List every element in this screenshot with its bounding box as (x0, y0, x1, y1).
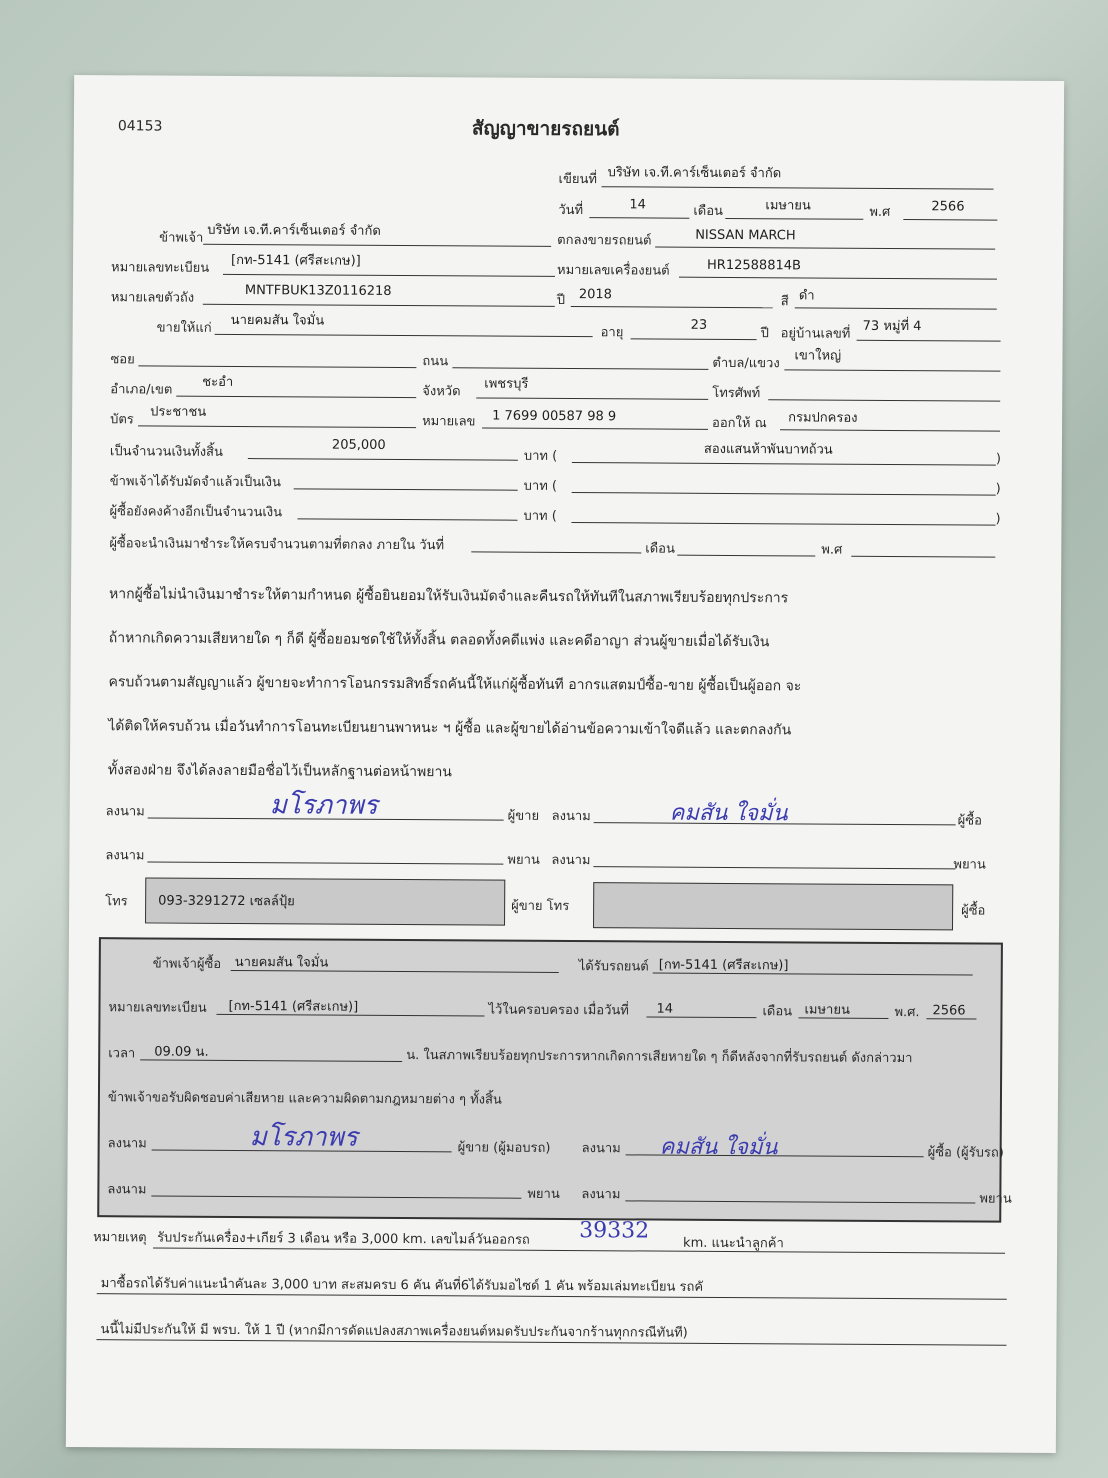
me-label: ข้าพเจ้า (159, 230, 204, 246)
reg-value: [กท-5141 (ศรีสะเกษ)] (231, 252, 361, 269)
receipt-buyer-label: ข้าพเจ้าผู้ซื้อ (152, 956, 222, 972)
buyer-label: ผู้ซื้อ (957, 813, 982, 829)
total-baht: บาท ( (523, 448, 558, 464)
owed-baht: บาท ( (523, 508, 557, 524)
receipt-buyer-sign-label: ลงนาม (581, 1141, 621, 1157)
card-no-line (482, 427, 708, 429)
possess-year-label: พ.ศ. (894, 1005, 920, 1021)
card-no-label: หมายเลข (422, 414, 476, 430)
soi-line (138, 365, 416, 368)
terms-line-2: ถ้าหากเกิดความเสียหายใด ๆ ก็ดี ผู้ซื้อยอมชดใช้ให้ทั้งสิ้น ตลอดทั้งคดีแพ่ง และคดีอาญา ส่วนผู้ขายเมื่อได้รับเงิน (108, 630, 770, 651)
year-value: 2566 (931, 199, 965, 215)
chassis-line (203, 304, 555, 307)
receipt-witness2-label: ลงนาม (581, 1187, 621, 1203)
pay-month-label: เดือน (645, 541, 675, 557)
agree-value: NISSAN MARCH (695, 227, 796, 244)
note-line-3-rule (96, 1339, 1006, 1346)
receipt-reg-label: หมายเลขทะเบียน (108, 1000, 207, 1016)
age-line (631, 338, 757, 340)
possess-month-label: เดือน (762, 1004, 793, 1020)
address-label: อยู่บ้านเลขที่ (780, 326, 851, 342)
time-label: เวลา (108, 1046, 136, 1062)
note-line-2: มาซื้อรถได้รับค่าแนะนำคันละ 3,000 บาท สะสมครบ 6 คัน คันที่6ได้รับมอไซด์ 1 คัน พร้อมเล่มทะเบียน รถคั (100, 1276, 704, 1295)
pay-year-line (851, 556, 995, 558)
possess-day-value: 14 (656, 1001, 674, 1017)
seller-label: ผู้ขาย (507, 808, 540, 824)
buyer-phone-label: ผู้ขาย โทร (511, 898, 570, 915)
issued-line (780, 429, 1000, 431)
written-at-value: บริษัท เจ.ที.คาร์เซ็นเตอร์ จำกัด (607, 165, 782, 182)
address-line (857, 340, 1001, 342)
seller-sign-label: ลงนาม (105, 804, 145, 820)
card-label: บัตร (110, 412, 134, 428)
date-label: วันที่ (558, 202, 584, 219)
province-label: จังหวัด (422, 384, 461, 400)
province-line (476, 397, 708, 399)
terms-line-3: ครบถ้วนตามสัญญาแล้ว ผู้ขายจะทำการโอนกรรมสิทธิ์รถคันนี้ให้แก่ผู้ซื้อทันที อากรแสตมป์ซื้อ-ขาย ผู้ซื้อเป็นผู้ออก จะ (108, 674, 802, 695)
owed-line (297, 518, 517, 520)
sell-to-label: ขายให้แก่ (156, 320, 212, 336)
receipt-witness2-suffix: พยาน (979, 1191, 1012, 1207)
deposit-label: ข้าพเจ้าได้รับมัดจำแล้วเป็นเงิน (109, 474, 281, 491)
time-value: 09.09 น. (154, 1044, 209, 1060)
buyer-phone-box (593, 882, 953, 930)
responsibility-text: ข้าพเจ้าขอรับผิดชอบค่าเสียหาย และความผิดตามกฎหมายต่าง ๆ ทั้งสิ้น (107, 1090, 502, 1108)
sell-to-value: นายคมสัน ใจมั่น (230, 312, 325, 329)
road-line (452, 367, 708, 370)
total-words: สองแสนห้าพันบาทถ้วน (703, 441, 833, 458)
road-label: ถนน (422, 354, 449, 370)
vehicle-receipt-box (97, 937, 1012, 1223)
possess-day-line (646, 1017, 756, 1019)
deposit-words-line (572, 492, 996, 496)
possess-label: ไว้ในครอบครอง เมื่อวันที่ (488, 1002, 629, 1019)
receipt-witness2-line (625, 1200, 975, 1203)
seller-phone-value: 093-3291272 เซลล์ปุ้ย (158, 893, 295, 910)
date-value: 14 (629, 197, 647, 213)
total-words-line (572, 462, 996, 466)
subdistrict-value: เขาใหญ่ (794, 348, 842, 364)
owed-label: ผู้ซื้อยังคงค้างอีกเป็นจำนวนเงิน (109, 504, 283, 521)
mileage-handwritten: 39332 (579, 1218, 650, 1244)
district-value: ชะอำ (202, 374, 234, 390)
engine-label: หมายเลขเครื่องยนต์ (556, 262, 670, 279)
witness1-sign-label: ลงนาม (105, 848, 145, 864)
witness1-line (147, 861, 503, 864)
receipt-buyer-value: นายคมสัน ใจมั่น (234, 954, 329, 971)
receipt-buyer-label: ผู้ซื้อ (ผู้รับรถ) (927, 1145, 1004, 1161)
soi-label: ซอย (110, 352, 135, 368)
received-value: [กท-5141 (ศรีสะเกษ)] (658, 957, 789, 974)
age-label: อายุ (600, 325, 624, 341)
model-year-label: ปี (556, 292, 566, 308)
receipt-seller-label: ผู้ขาย (ผู้มอบรถ) (457, 1140, 551, 1156)
terms-line-1: หากผู้ซื้อไม่นำเงินมาชำระให้ตามกำหนด ผู้ซื้อยินยอมให้รับเงินมัดจำและคืนรถให้ทันทีในสภาพเรียบร้อยทุกประการ (108, 586, 789, 607)
receipt-seller-signature: มโรภาพร (249, 1122, 358, 1153)
me-value: บริษัท เจ.ที.คาร์เซ็นเตอร์ จำกัด (207, 222, 381, 239)
deposit-baht: บาท ( (523, 478, 558, 494)
card-line (138, 425, 416, 428)
month-line (725, 218, 863, 220)
card-value: ประชาชน (150, 404, 207, 420)
issued-label: ออกให้ ณ (712, 415, 767, 432)
possess-month-value: เมษายน (804, 1002, 850, 1018)
condition-text: น. ในสภาพเรียบร้อยทุกประการหากเกิดการเสียหายใด ๆ ก็ดีหลังจากที่รับรถยนต์ ดังกล่าวมา (406, 1048, 913, 1067)
engine-line (679, 277, 997, 280)
total-line (248, 458, 518, 461)
owed-words-line (571, 522, 995, 526)
total-label: เป็นจำนวนเงินทั้งสิ้น (109, 444, 223, 460)
note-label: หมายเหตุ (93, 1230, 147, 1246)
date-line (589, 217, 689, 219)
received-label: ได้รับรถยนต์ (578, 959, 649, 975)
agree-line (655, 247, 995, 250)
buyer-sign-label: ลงนาม (551, 808, 591, 825)
deposit-line (294, 488, 518, 490)
witness1-label: พยาน (507, 852, 540, 868)
document-number: 04153 (117, 118, 163, 135)
written-at-line (602, 186, 994, 189)
year-line (903, 219, 997, 221)
model-year-value: 2018 (578, 287, 613, 303)
color-value: ดำ (798, 288, 815, 304)
month-label: เดือน (693, 203, 724, 219)
agree-label: ตกลงขายรถยนต์ (557, 232, 652, 249)
buyer-signature: คมสัน ใจมั่น (669, 800, 788, 827)
note-line-1: รับประกันเครื่อง+เกียร์ 3 เดือน หรือ 3,000 km. เลขไมล์วันออกรถ (157, 1230, 530, 1248)
month-value: เมษายน (765, 198, 811, 214)
reg-line (223, 274, 555, 277)
possess-year-line (926, 1018, 976, 1019)
district-label: อำเภอ/เขต (110, 382, 173, 398)
witness2-sign-label: ลงนาม (551, 852, 591, 869)
witness2-line (593, 866, 955, 869)
possess-year-value: 2566 (932, 1003, 966, 1019)
seller-signature: มโรภาพร (269, 790, 378, 821)
receipt-buyer-line (231, 970, 559, 973)
age-unit: ปี (760, 326, 769, 342)
engine-value: HR12588814B (707, 257, 801, 274)
contract-paper (66, 75, 1064, 1453)
chassis-value: MNTFBUK13Z0116218 (244, 283, 392, 299)
color-line (795, 307, 997, 309)
received-line (653, 973, 973, 976)
owed-close: ) (995, 511, 1001, 527)
province-value: เพชรบุรี (484, 376, 529, 392)
subdistrict-label: ตำบล/แขวง (712, 355, 780, 372)
buyer-phone-suffix: ผู้ซื้อ (961, 903, 986, 919)
deposit-close: ) (995, 481, 1001, 497)
note-line-2-rule (97, 1293, 1007, 1300)
chassis-label: หมายเลขตัวถัง (110, 290, 195, 306)
pay-month-line (677, 555, 815, 557)
pay-day-line (471, 551, 641, 553)
pay-year-label: พ.ศ (821, 542, 843, 558)
receipt-witness1-label: ลงนาม (107, 1182, 147, 1198)
phone-line (768, 399, 1000, 401)
age-value: 23 (690, 317, 708, 333)
total-value: 205,000 (331, 437, 386, 453)
reg-label: หมายเลขทะเบียน (110, 260, 210, 276)
note-line-3: นนี้ไม่มีประกันให้ มี พรบ. ให้ 1 ปี (หากมีการดัดแปลงสภาพเครื่องยนต์หมดรับประกันจากร้านทุกกรณีทันที) (100, 1322, 688, 1341)
note-line-1-rule (153, 1247, 1005, 1253)
time-line (140, 1059, 402, 1062)
receipt-reg-value: [กท-5141 (ศรีสะเกษ)] (228, 998, 359, 1015)
receipt-witness1-suffix: พยาน (527, 1186, 560, 1202)
page-title: สัญญาขายรถยนต์ (471, 117, 620, 141)
witness2-label: พยาน (953, 857, 986, 873)
district-line (176, 396, 416, 398)
sell-to-line (215, 334, 593, 337)
receipt-witness1-line (151, 1195, 521, 1198)
seller-phone-box (145, 877, 505, 925)
receipt-buyer-signature: คมสัน ใจมั่น (659, 1134, 778, 1161)
seller-phone-label: โทร (105, 894, 128, 910)
address-value: 73 หมู่ที่ 4 (862, 318, 922, 335)
subdistrict-line (784, 369, 1000, 371)
receipt-seller-sign-label: ลงนาม (107, 1136, 147, 1152)
model-year-line (571, 306, 773, 308)
year-label: พ.ศ (869, 204, 891, 220)
terms-line-5: ทั้งสองฝ่าย จึงได้ลงลายมือชื่อไว้เป็นหลักฐานต่อหน้าพยาน (107, 762, 452, 781)
written-at-label: เขียนที่ (558, 171, 598, 188)
color-label: สี (780, 294, 789, 310)
total-close: ) (995, 451, 1001, 467)
note-line-1-end: km. แนะนำลูกค้า (683, 1235, 784, 1252)
terms-line-4: ได้ติดให้ครบถ้วน เมื่อวันทำการโอนทะเบียนยานพาหนะ ฯ ผู้ซื้อ และผู้ขายได้อ่านข้อความเข้าใจดีแล้ว และตกลงกัน (108, 718, 792, 739)
card-no-value: 1 7699 00587 98 9 (492, 408, 617, 425)
issued-value: กรมปกครอง (788, 410, 858, 426)
phone-label: โทรศัพท์ (712, 385, 761, 402)
me-line (203, 244, 551, 247)
pay-label: ผู้ซื้อจะนำเงินมาชำระให้ครบจำนวนตามที่ตกลง ภายใน วันที่ (109, 536, 445, 554)
